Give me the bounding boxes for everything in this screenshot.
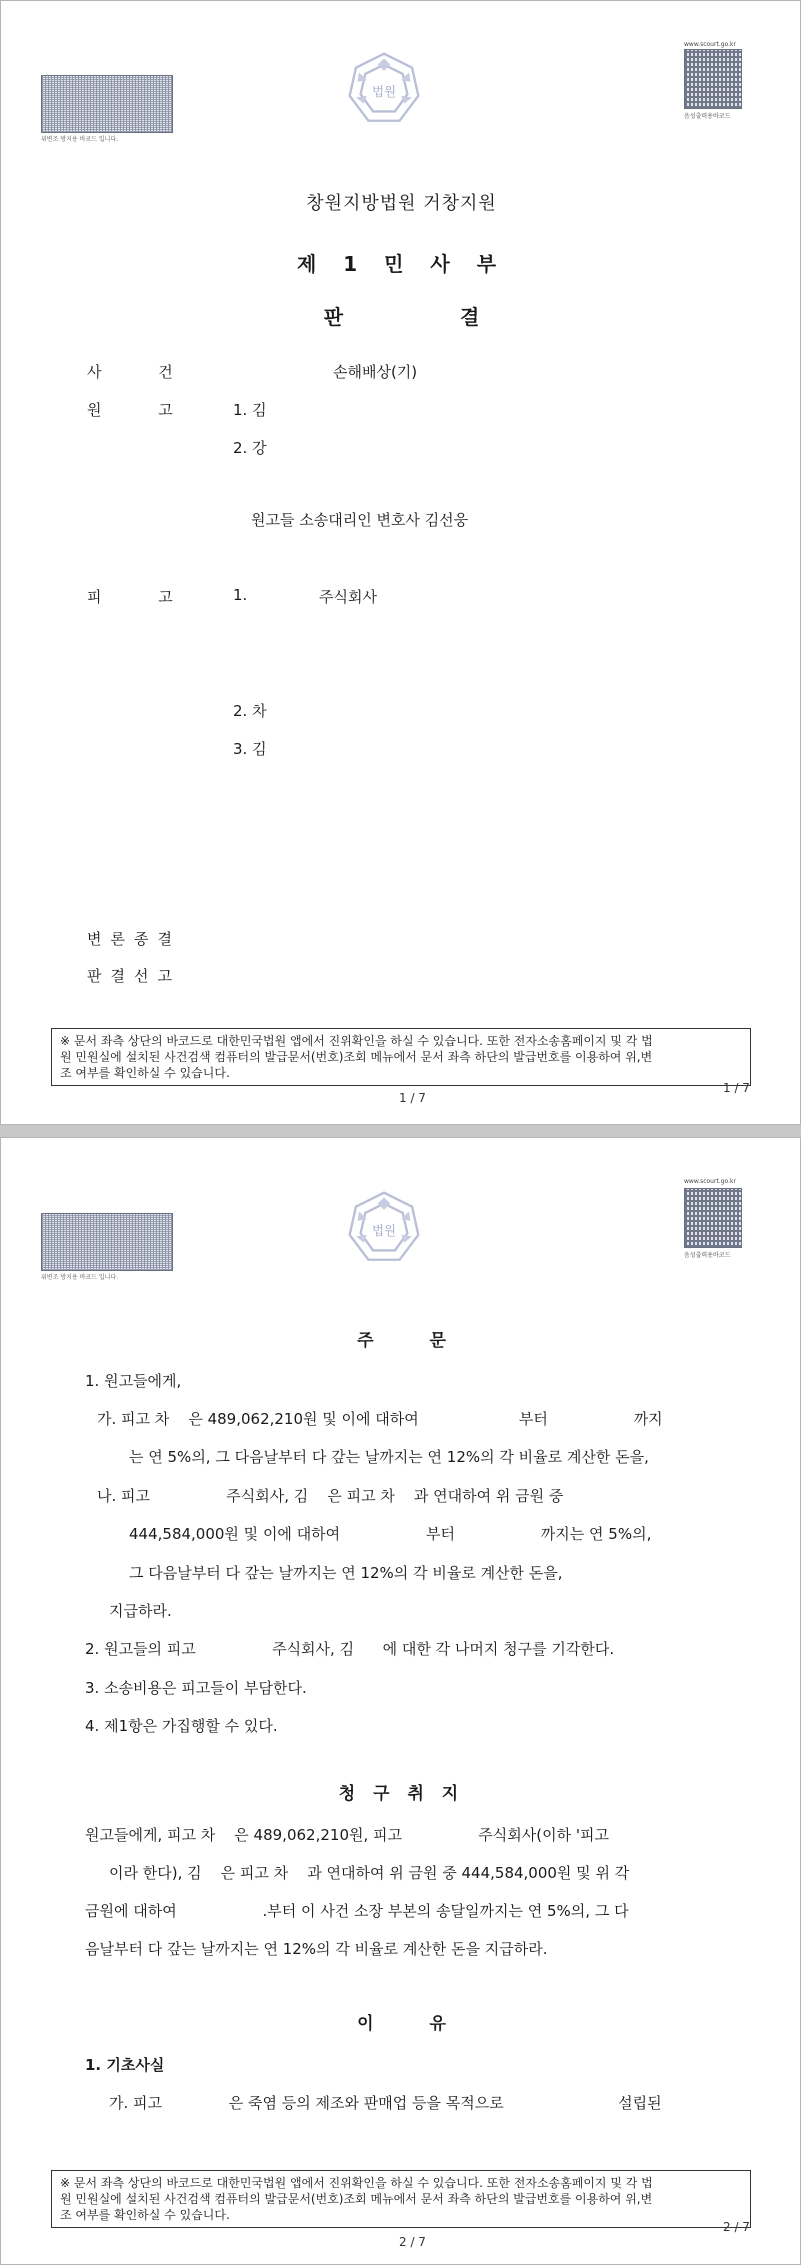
claim-line: 금원에 대하여 .부터 이 사건 소장 부본의 송달일까지는 연 5%의, 그 다: [85, 1902, 629, 1920]
claim-line: 원고들에게, 피고 차 은 489,062,210원, 피고 주식회사(이하 '피고: [85, 1826, 609, 1844]
corner-page-number: 1 / 7: [723, 1081, 750, 1095]
notice-line: ※ 문서 좌측 상단의 바코드로 대한민국법원 앱에서 진위확인을 하실 수 있습니다. 또한 전자소송홈페이지 및 각 법: [60, 1034, 653, 1048]
defendant-label: 피 고: [87, 588, 173, 606]
notice-line: 조 여부를 확인하실 수 있습니다.: [60, 2208, 230, 2222]
court-name: 창원지방법원 거창지원: [306, 193, 497, 214]
reason-title: 이 유: [357, 2014, 446, 2034]
order-line: 3. 소송비용은 피고들이 부담한다.: [85, 1679, 307, 1697]
order-line: 2. 원고들의 피고 주식회사, 김 에 대한 각 나머지 청구를 기각한다.: [85, 1640, 615, 1658]
closing-date-label: 변론종결: [87, 930, 181, 948]
reason-line: 가. 피고 은 죽염 등의 제조와 판매업 등을 목적으로 설립된: [109, 2094, 662, 2112]
notice-line: 원 민원실에 설치된 사건검색 컴퓨터의 발급문서(번호)조회 메뉴에서 문서 좌측 하단의 발급번호를 이용하여 위,변: [60, 1050, 653, 1064]
plaintiff-label: 원 고: [87, 401, 173, 419]
court-seal-icon: [345, 49, 423, 127]
claim-title: 청 구 취 지: [338, 1784, 465, 1804]
order-line: 4. 제1항은 가집행할 수 있다.: [85, 1717, 278, 1735]
plaintiff-2: 2. 강: [233, 439, 267, 457]
qr-url: www.scourt.go.kr: [684, 1178, 736, 1185]
corner-page-number: 2 / 7: [723, 2220, 750, 2234]
qr-caption: 음성출력용바코드: [684, 113, 731, 120]
case-label: 사 건: [87, 363, 173, 381]
order-line: 444,584,000원 및 이에 대하여 부터 까지는 연 5%의,: [129, 1525, 652, 1543]
claim-line: 음날부터 다 갚는 날까지는 연 12%의 각 비율로 계산한 돈을 지급하라.: [85, 1940, 548, 1958]
notice-line: ※ 문서 좌측 상단의 바코드로 대한민국법원 앱에서 진위확인을 하실 수 있습니다. 또한 전자소송홈페이지 및 각 법: [60, 2176, 653, 2190]
document-page-2: [0, 1137, 801, 2265]
qr-url: www.scourt.go.kr: [684, 41, 736, 48]
voice-output-qr-code: [684, 1188, 742, 1248]
defendant-1-company: 주식회사: [319, 588, 377, 606]
order-title: 주 문: [357, 1331, 446, 1351]
order-line: 나. 피고 주식회사, 김 은 피고 차 과 연대하여 위 금원 중: [97, 1487, 564, 1505]
authenticity-notice: [51, 2170, 751, 2228]
verdict-title: 판 결: [323, 305, 480, 329]
order-line: 는 연 5%의, 그 다음날부터 다 갚는 날까지는 연 12%의 각 비율로 계산한 돈을,: [129, 1448, 649, 1466]
plaintiff-1: 1. 김: [233, 401, 267, 419]
plaintiff-counsel: 원고들 소송대리인 변호사 김선웅: [251, 511, 469, 529]
defendant-2: 2. 차: [233, 702, 267, 720]
page-number: 2 / 7: [399, 2235, 426, 2249]
verification-barcode: [41, 1213, 173, 1271]
reason-heading: 1. 기초사실: [85, 2056, 165, 2074]
verification-barcode: [41, 75, 173, 133]
voice-output-qr-code: [684, 49, 742, 109]
notice-line: 조 여부를 확인하실 수 있습니다.: [60, 1066, 230, 1080]
defendant-1: 1.: [233, 586, 248, 604]
case-value: 손해배상(기): [333, 363, 418, 381]
page-number: 1 / 7: [399, 1091, 426, 1105]
defendant-3: 3. 김: [233, 740, 267, 758]
claim-line: 이라 한다), 김 은 피고 차 과 연대하여 위 금원 중 444,584,000원 및 위 각: [109, 1864, 630, 1882]
svg-text:법원: 법원: [371, 83, 397, 99]
judgment-date-label: 판결선고: [87, 967, 181, 985]
barcode-caption: 위변조 방지용 바코드 입니다.: [41, 1274, 119, 1281]
qr-caption: 음성출력용바코드: [684, 1252, 731, 1259]
document-page-1: [0, 0, 801, 1125]
order-line: 그 다음날부터 다 갚는 날까지는 연 12%의 각 비율로 계산한 돈을,: [129, 1564, 563, 1582]
svg-text:법원: 법원: [371, 1222, 397, 1238]
order-line: 지급하라.: [109, 1602, 172, 1620]
court-seal-icon: [345, 1188, 423, 1266]
notice-line: 원 민원실에 설치된 사건검색 컴퓨터의 발급문서(번호)조회 메뉴에서 문서 좌측 하단의 발급번호를 이용하여 위,변: [60, 2192, 653, 2206]
order-line: 1. 원고들에게,: [85, 1372, 182, 1390]
barcode-caption: 위변조 방지용 바코드 입니다.: [41, 136, 119, 143]
division-name: 제 1 민 사 부: [296, 252, 507, 276]
authenticity-notice: [51, 1028, 751, 1086]
order-line: 가. 피고 차 은 489,062,210원 및 이에 대하여 부터 까지: [97, 1410, 663, 1428]
